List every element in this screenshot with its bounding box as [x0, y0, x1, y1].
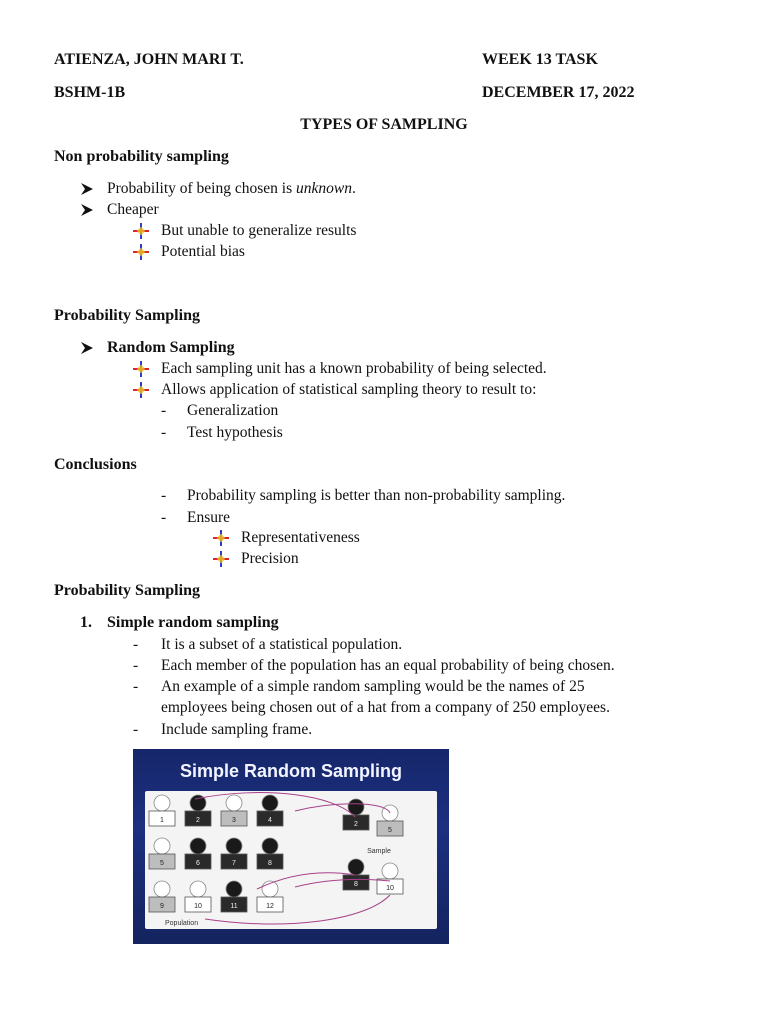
date-label: DECEMBER 17, 2022 — [482, 84, 635, 101]
dash-marker: - — [161, 509, 167, 526]
population-member — [257, 881, 283, 912]
probability-heading: Probability Sampling — [54, 307, 200, 324]
star-bullet-icon — [133, 223, 149, 239]
person-number: 3 — [232, 817, 236, 824]
person-number: 8 — [268, 860, 272, 867]
non-probability-heading: Non probability sampling — [54, 148, 229, 165]
population-member — [221, 795, 247, 826]
srs-dash-sampling-frame: Include sampling frame. — [161, 721, 313, 738]
random-sub-known-probability: Each sampling unit has a known probability of being selected. — [161, 360, 547, 377]
arrowhead-bullet-icon — [80, 182, 94, 196]
sampling-diagram — [145, 791, 437, 929]
person-number: 12 — [266, 903, 274, 910]
dash-marker: - — [161, 424, 167, 441]
probability-heading-2: Probability Sampling — [54, 582, 200, 599]
dash-marker: - — [133, 721, 139, 738]
star-bullet-icon — [133, 361, 149, 377]
person-number: 9 — [160, 903, 164, 910]
figure-title: Simple Random Sampling — [179, 761, 403, 781]
person-number: 10 — [386, 885, 394, 892]
person-number: 11 — [230, 903, 238, 910]
star-bullet-icon — [133, 382, 149, 398]
srs-dash-example-line2: employees being chosen out of a hat from a company of 250 employees. — [161, 699, 610, 716]
population-member — [149, 881, 175, 912]
list-number: 1. — [80, 614, 92, 631]
population-member — [149, 838, 175, 869]
population-member — [257, 838, 283, 869]
dash-marker: - — [133, 678, 139, 695]
section-label: BSHM-1B — [54, 84, 126, 101]
population-member — [221, 838, 247, 869]
non-probability-sub-generalize: But unable to generalize results — [161, 222, 357, 239]
person-number: 7 — [232, 860, 236, 867]
person-number: 6 — [196, 860, 200, 867]
sample-member — [377, 805, 403, 836]
dash-marker: - — [161, 402, 167, 419]
star-bullet-icon — [133, 244, 149, 260]
person-number: 5 — [388, 827, 392, 834]
population-label: Population — [165, 920, 199, 927]
sample-member — [343, 859, 369, 890]
dash-marker: - — [161, 487, 167, 504]
random-sampling-heading: Random Sampling — [107, 339, 235, 356]
item-suffix: . — [351, 180, 356, 197]
population-member — [185, 795, 211, 826]
random-dash-generalization: Generalization — [187, 402, 279, 419]
srs-dash-equal-probability: Each member of the population has an equal probability of being chosen. — [161, 657, 615, 674]
dash-marker: - — [133, 657, 139, 674]
random-sub-theory: Allows application of statistical sampling theory to result to: — [161, 381, 537, 398]
srs-dash-subset: It is a subset of a statistical population. — [161, 636, 403, 653]
selection-arrow — [295, 879, 390, 887]
sample-member — [377, 863, 403, 894]
conclusion-dash-ensure: Ensure — [187, 509, 231, 526]
emphasis-text: unknown — [296, 180, 352, 197]
population-member — [149, 795, 175, 826]
non-probability-item-cheaper: Cheaper — [107, 201, 159, 218]
selection-arrow — [295, 804, 390, 813]
non-probability-item-unknown — [107, 180, 356, 198]
population-member — [221, 881, 247, 912]
sample-label: Sample — [367, 848, 391, 855]
star-bullet-icon — [213, 530, 229, 546]
srs-dash-example-line1: An example of a simple random sampling would be the names of 25 — [161, 678, 585, 695]
population-member — [185, 838, 211, 869]
person-number: 2 — [354, 821, 358, 828]
arrowhead-bullet-icon — [80, 341, 94, 355]
conclusion-sub-precision: Precision — [241, 550, 299, 567]
population-member — [257, 795, 283, 826]
arrowhead-bullet-icon — [80, 203, 94, 217]
dash-marker: - — [133, 636, 139, 653]
person-number: 8 — [354, 881, 358, 888]
conclusion-dash-better: Probability sampling is better than non-probability sampling. — [187, 487, 566, 504]
simple-random-sampling-heading: Simple random sampling — [107, 614, 279, 631]
conclusion-sub-representativeness: Representativeness — [241, 529, 360, 546]
conclusions-heading: Conclusions — [54, 456, 137, 473]
person-number: 2 — [196, 817, 200, 824]
simple-random-sampling-figure — [133, 749, 449, 944]
person-number: 10 — [194, 903, 202, 910]
item-text: Probability of being chosen is — [107, 180, 296, 197]
non-probability-sub-bias: Potential bias — [161, 243, 245, 260]
random-dash-test-hypothesis: Test hypothesis — [187, 424, 283, 441]
population-member — [185, 881, 211, 912]
star-bullet-icon — [213, 551, 229, 567]
person-number: 5 — [160, 860, 164, 867]
document-title: TYPES OF SAMPLING — [300, 116, 468, 133]
person-number: 1 — [160, 817, 164, 824]
task-label: WEEK 13 TASK — [482, 51, 598, 68]
student-name: ATIENZA, JOHN MARI T. — [54, 51, 244, 68]
person-number: 4 — [268, 817, 272, 824]
figure-panel — [145, 791, 437, 929]
